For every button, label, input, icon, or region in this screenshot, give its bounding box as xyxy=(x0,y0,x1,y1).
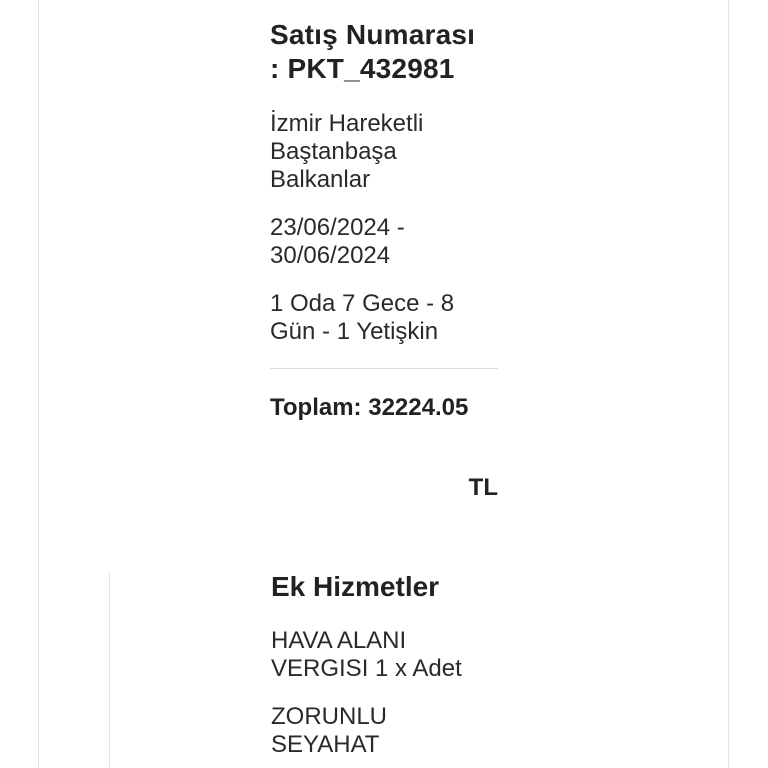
inner-border xyxy=(109,572,110,768)
currency-label: TL xyxy=(468,474,498,501)
room-info-line: 1 Oda 7 Gece - 8 xyxy=(270,290,455,317)
section-divider xyxy=(270,368,498,369)
sale-summary-card xyxy=(270,18,498,503)
extra-service-line: ZORUNLU xyxy=(271,703,388,730)
room-info-line: Gün - 1 Yetişkin xyxy=(270,318,439,345)
tour-name-line: İzmir Hareketli xyxy=(270,110,424,137)
tour-name xyxy=(270,110,498,194)
total-price: Toplam: 32224.05 xyxy=(270,394,469,421)
right-border xyxy=(728,0,729,768)
extra-service-item xyxy=(271,703,501,759)
left-border xyxy=(38,0,39,768)
sale-number-value: : PKT_432981 xyxy=(270,53,455,84)
extra-service-item xyxy=(271,627,501,683)
extra-services-heading: Ek Hizmetler xyxy=(271,571,440,602)
extra-service-line: HAVA ALANI xyxy=(271,627,407,654)
extra-service-line: VERGISI 1 x Adet xyxy=(271,655,462,682)
extra-service-line: SEYAHAT xyxy=(271,731,380,758)
tour-name-line: Balkanlar xyxy=(270,166,371,193)
tour-name-line: Baştanbaşa xyxy=(270,138,397,165)
tour-dates xyxy=(270,214,498,270)
room-info xyxy=(270,290,498,346)
extra-services-section xyxy=(271,569,501,759)
sale-number-heading xyxy=(270,18,498,86)
start-date: 23/06/2024 - xyxy=(270,214,405,241)
sale-number-label: Satış Numarası xyxy=(270,19,476,50)
end-date: 30/06/2024 xyxy=(270,242,391,269)
